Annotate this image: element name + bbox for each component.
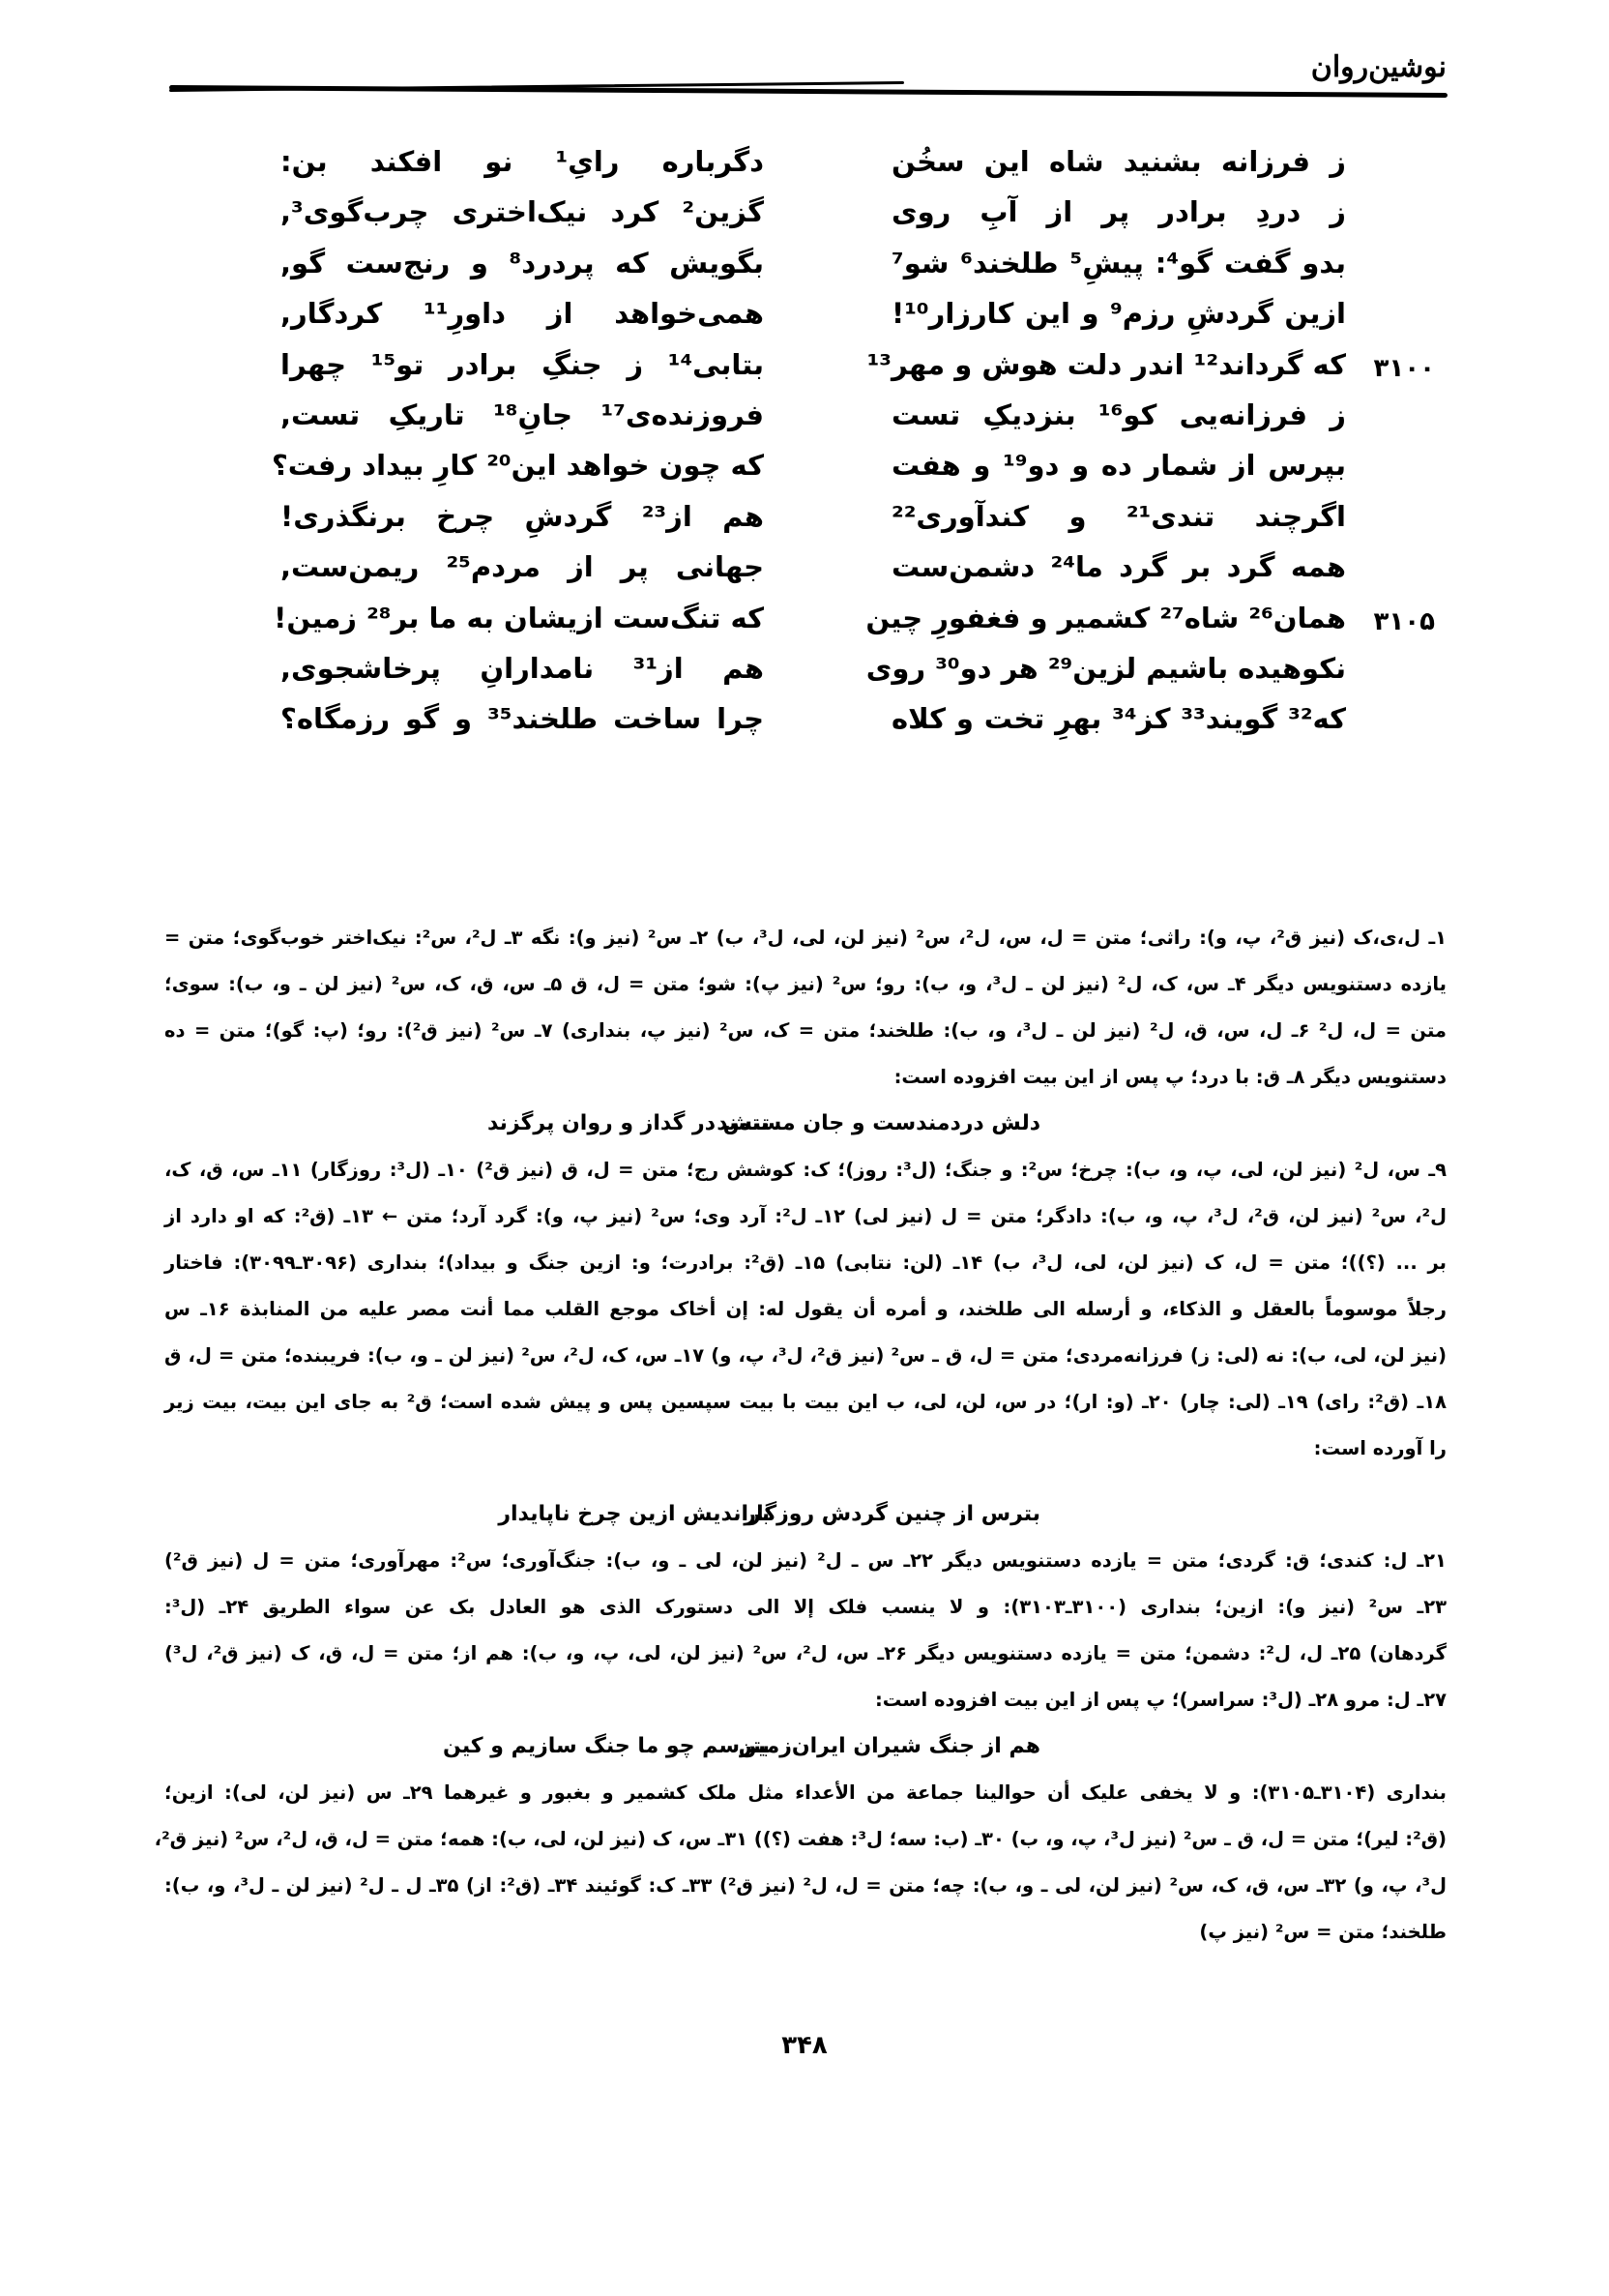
couplet-hemistich-right: بترس از چنین گردش روزگار	[744, 1502, 1040, 1526]
footnote-couplet-1	[164, 1101, 1447, 1147]
header-rule	[169, 85, 1448, 98]
couplet-hemistich-left: براندیش ازین چرخ ناپایدار	[498, 1502, 770, 1526]
footnote-line: ۲۳ـ س² (نیز و): ازین؛ بنداری (۳۱۰۰ـ۳۱۰۳): و لا ینسب فلک إلا الی دستورک الذی هو العادل بک عن سواء الطریق ۲۴ـ (ل³:	[164, 1596, 1448, 1618]
couplet-hemistich-left: بترسم چو ما جنگ سازیم و کین	[443, 1734, 770, 1758]
verse-row	[174, 195, 1450, 246]
footnote-line: بنداری (۳۱۰۴ـ۳۱۰۵): و لا یخفی علیک أن حوالینا جماعة من الأعداء مثل ملک کشمیر و بغبور و غیرهما ۲۹ـ س (نیز لن، لی): ازین؛	[164, 1781, 1447, 1804]
hemistich-left: که چون خواهد این²⁰ کارِ بیداد رفت؟	[271, 449, 764, 483]
footnote-line: رجلاً موسوماً بالعقل و الذکاء، و أرسله الی طلخند، و أمره أن یقول له: إن أخاک موجع القلب مما أنت مصر علیه من المنابذة ۱۶ـ س	[164, 1298, 1447, 1320]
verse-section	[174, 145, 1450, 753]
hemistich-right: که گرداند¹² اندر دلت هوش و مهر¹³	[866, 347, 1346, 381]
footnote-line: دستنویس دیگر ۸ـ ق: با درد؛ پ پس از این بیت افزوده است:	[893, 1066, 1447, 1088]
footnote-line: ۲۱ـ ل: کندی؛ ق: گردی؛ متن = یازده دستنویس دیگر ۲۲ـ س ـ ل² (نیز لن، لی ـ و، ب): جنگ‌آوری؛ س²: مهرآوری؛ متن = ل (نیز ق²)	[164, 1549, 1447, 1572]
hemistich-right: که³² گویند³³ کز³⁴ بهرِ تخت و کلاه	[892, 702, 1346, 736]
footnote-line: گردهان) ۲۵ـ ل، ل²: دشمن؛ متن = یازده دستنویس دیگر ۲۶ـ س، ل²، س² (نیز لن، لی، پ، و، ب): هم از؛ متن = ل، ق، ک (نیز ق²، ل³)	[164, 1642, 1447, 1664]
footnote-line: ل²، س² (نیز لن، ق²، ل³، پ، و، ب): دادگر؛ متن = ل (نیز لی) ۱۲ـ ل²: آرد وی؛ س² (نیز پ، و): گرد آرد؛ متن ← ۱۳ـ (ق²: که او دارد از	[164, 1205, 1447, 1227]
verse-row	[174, 652, 1450, 702]
hemistich-right: ز فرزانه‌یی کو¹⁶ بنزدیکِ تست	[892, 397, 1346, 431]
hemistich-left: بتابی¹⁴ ز جنگِ برادر تو¹⁵ چهرا	[280, 347, 765, 381]
verse-row	[174, 702, 1450, 752]
footnote-block-4	[154, 1770, 1447, 1956]
verse-row	[174, 145, 1450, 195]
footnote-line: ۲۷ـ ل: مرو ۲۸ـ (ل³: سراسر)؛ پ پس از این بیت افزوده است:	[874, 1689, 1447, 1711]
page-number: ۳۴۸	[781, 2031, 828, 2060]
footnotes	[154, 915, 1448, 1956]
hemistich-right: بدو گفت گو⁴: پیشِ⁵ طلخند⁶ شو⁷	[892, 246, 1347, 280]
hemistich-left: فروزنده‌ی¹⁷ جانِ¹⁸ تاریکِ تست,	[280, 397, 764, 431]
footnote-line: یازده دستنویس دیگر ۴ـ س، ک، ل² (نیز لن ـ ل³، و، ب): رو؛ س² (نیز پ): شو؛ متن = ل، ق ۵ـ س، ق، ک، س² (نیز لن ـ و، ب): سوی؛	[164, 973, 1447, 995]
verse-row	[174, 247, 1450, 297]
hemistich-left: جهانی پر از مردم²⁵ ریمن‌ست,	[280, 550, 764, 584]
hemistich-right: ازین گردشِ رزم⁹ و این کارزار¹⁰!	[892, 297, 1346, 331]
running-head-title: نوشین‌روان	[1310, 50, 1447, 84]
hemistich-right: بپرس از شمار ده و دو¹⁹ و هفت	[892, 449, 1346, 483]
hemistich-left: هم از²³ گردشِ چرخ برنگذری!	[280, 499, 764, 533]
footnote-line: ۱۸ـ (ق²: رای) ۱۹ـ (لی: چار) ۲۰ـ (و: ار)؛ در س، لن، لی، ب این بیت با بیت سپسین پس و پیش شده است؛ ق² به جای این بیت، بیت زیر	[164, 1391, 1447, 1413]
hemistich-right: همه گرد بر گرد ما²⁴ دشمن‌ست	[892, 550, 1346, 584]
hemistich-left: که تنگ‌ست ازیشان به ما بر²⁸ زمین!	[274, 601, 764, 634]
couplet-hemistich-right: دلش دردمندست و جان مستمند	[717, 1111, 1040, 1135]
verse-row	[174, 550, 1450, 601]
footnote-line: طلخند؛ متن = س² (نیز پ)	[1199, 1921, 1447, 1943]
verse-row	[174, 602, 1450, 652]
footnote-line: متن = ل، ل² ۶ـ ل، س، ق، ل² (نیز لن ـ ل³، و، ب): طلخند؛ متن = ک، س² (نیز پ، بنداری) ۷ـ س² (نیز ق²): رو؛ (پ: گو)؛ متن = ده	[164, 1019, 1447, 1042]
footnote-line: ل³، پ، و) ۳۲ـ س، ق، ک، س² (نیز لن، لی ـ و، ب): چه؛ متن = ل، ل² (نیز ق²) ۳۳ـ ک: گوئیند ۳۴ـ (ق²: از) ۳۵ـ ل ـ ل² (نیز لن ـ ل³، و، ب):	[164, 1874, 1447, 1897]
footnote-line: بر ... (؟))؛ متن = ل، ک (نیز لن، لی، ل³، ب) ۱۴ـ (لن: نتابی) ۱۵ـ (ق²: برادرت؛ و: ازین جنگ و بیداد)؛ بنداری (۳۰۹۶ـ۳۰۹۹): فاختار	[164, 1251, 1447, 1274]
footnote-line: ۹ـ س، ل² (نیز لن، لی، پ، و، ب): چرخ؛ س²: و جنگ؛ (ل³: روز)؛ ک: کوشش رج؛ متن = ل، ق (نیز ق²) ۱۰ـ (ل³: روزگار) ۱۱ـ س، ق، ک،	[164, 1159, 1448, 1181]
hemistich-left: گزین² کرد نیک‌اختری چرب‌گوی³,	[280, 195, 764, 229]
hemistich-right: همان²⁶ شاه²⁷ کشمیر و فغفورِ چین	[865, 601, 1346, 634]
footnote-block-3	[164, 1538, 1447, 1723]
verse-row	[174, 500, 1450, 550]
footnote-line: ۱ـ ل،ی،ک (نیز ق²، پ، و): راثی؛ متن = ل، س، ل²، س² (نیز لن، لی، ل³، ب) ۲ـ س² (نیز و): نگه ۳ـ ل²، س²: نیک‌اختر خوب‌گوی؛ متن =	[164, 927, 1448, 949]
hemistich-right: نکوهیده باشیم لزین²⁹ هر دو³⁰ روی	[865, 651, 1346, 685]
footnote-line: (نیز لن، لی، ب): نه (لی: ز) فرزانه‌مردی؛ متن = ل، ق ـ س² (نیز ق²، ل³، پ، و) ۱۷ـ س، ک، ل²، س² (نیز لن ـ و، ب): فریبنده؛ متن = ل، ق	[164, 1344, 1448, 1367]
footnote-couplet-3	[164, 1723, 1447, 1770]
couplet-hemistich-right: هم از جنگ شیران ایران‌زمین	[738, 1734, 1040, 1758]
hemistich-left: دگرباره رایِ¹ نو افکند بن:	[280, 145, 764, 178]
verse-number: ۳۱۰۰	[1373, 353, 1435, 383]
hemistich-left: چرا ساخت طلخند³⁵ و گو رزمگاه؟	[280, 702, 764, 736]
verse-row	[174, 297, 1450, 347]
footnote-couplet-2	[164, 1491, 1447, 1538]
hemistich-left: هم از³¹ نامدارانِ پرخاشجوی,	[280, 651, 764, 685]
hemistich-left: بگویش که پردرد⁸ و رنج‌ست گو,	[280, 246, 764, 280]
hemistich-right: ز دردِ برادر پر از آبِ روی	[892, 195, 1346, 229]
verse-number: ۳۱۰۵	[1373, 606, 1435, 636]
hemistich-left: همی‌خواهد از داورِ¹¹ کردگار,	[280, 297, 764, 331]
verse-row	[174, 449, 1450, 499]
verse-row	[174, 398, 1450, 449]
footnote-block-2	[164, 1147, 1447, 1472]
footnote-line: را آورده است:	[1313, 1437, 1447, 1459]
verse-row	[174, 348, 1450, 398]
couplet-hemistich-left: تنش در گداز و روان پرگزند	[486, 1111, 770, 1135]
footnote-block-1	[164, 915, 1447, 1101]
footnote-line: (ق²: لیر)؛ متن = ل، ق ـ س² (نیز ل³، پ، و، ب) ۳۰ـ (ب: سه؛ ل³: هفت (؟)) ۳۱ـ س، ک (نیز لن، لی، ب): همه؛ متن = ل، ق، ل²، س² (نیز ق²،	[154, 1828, 1447, 1850]
hemistich-right: ز فرزانه بشنید شاه این سخُن	[892, 145, 1346, 178]
hemistich-right: اگرچند تندی²¹ و کندآوری²²	[892, 499, 1346, 533]
